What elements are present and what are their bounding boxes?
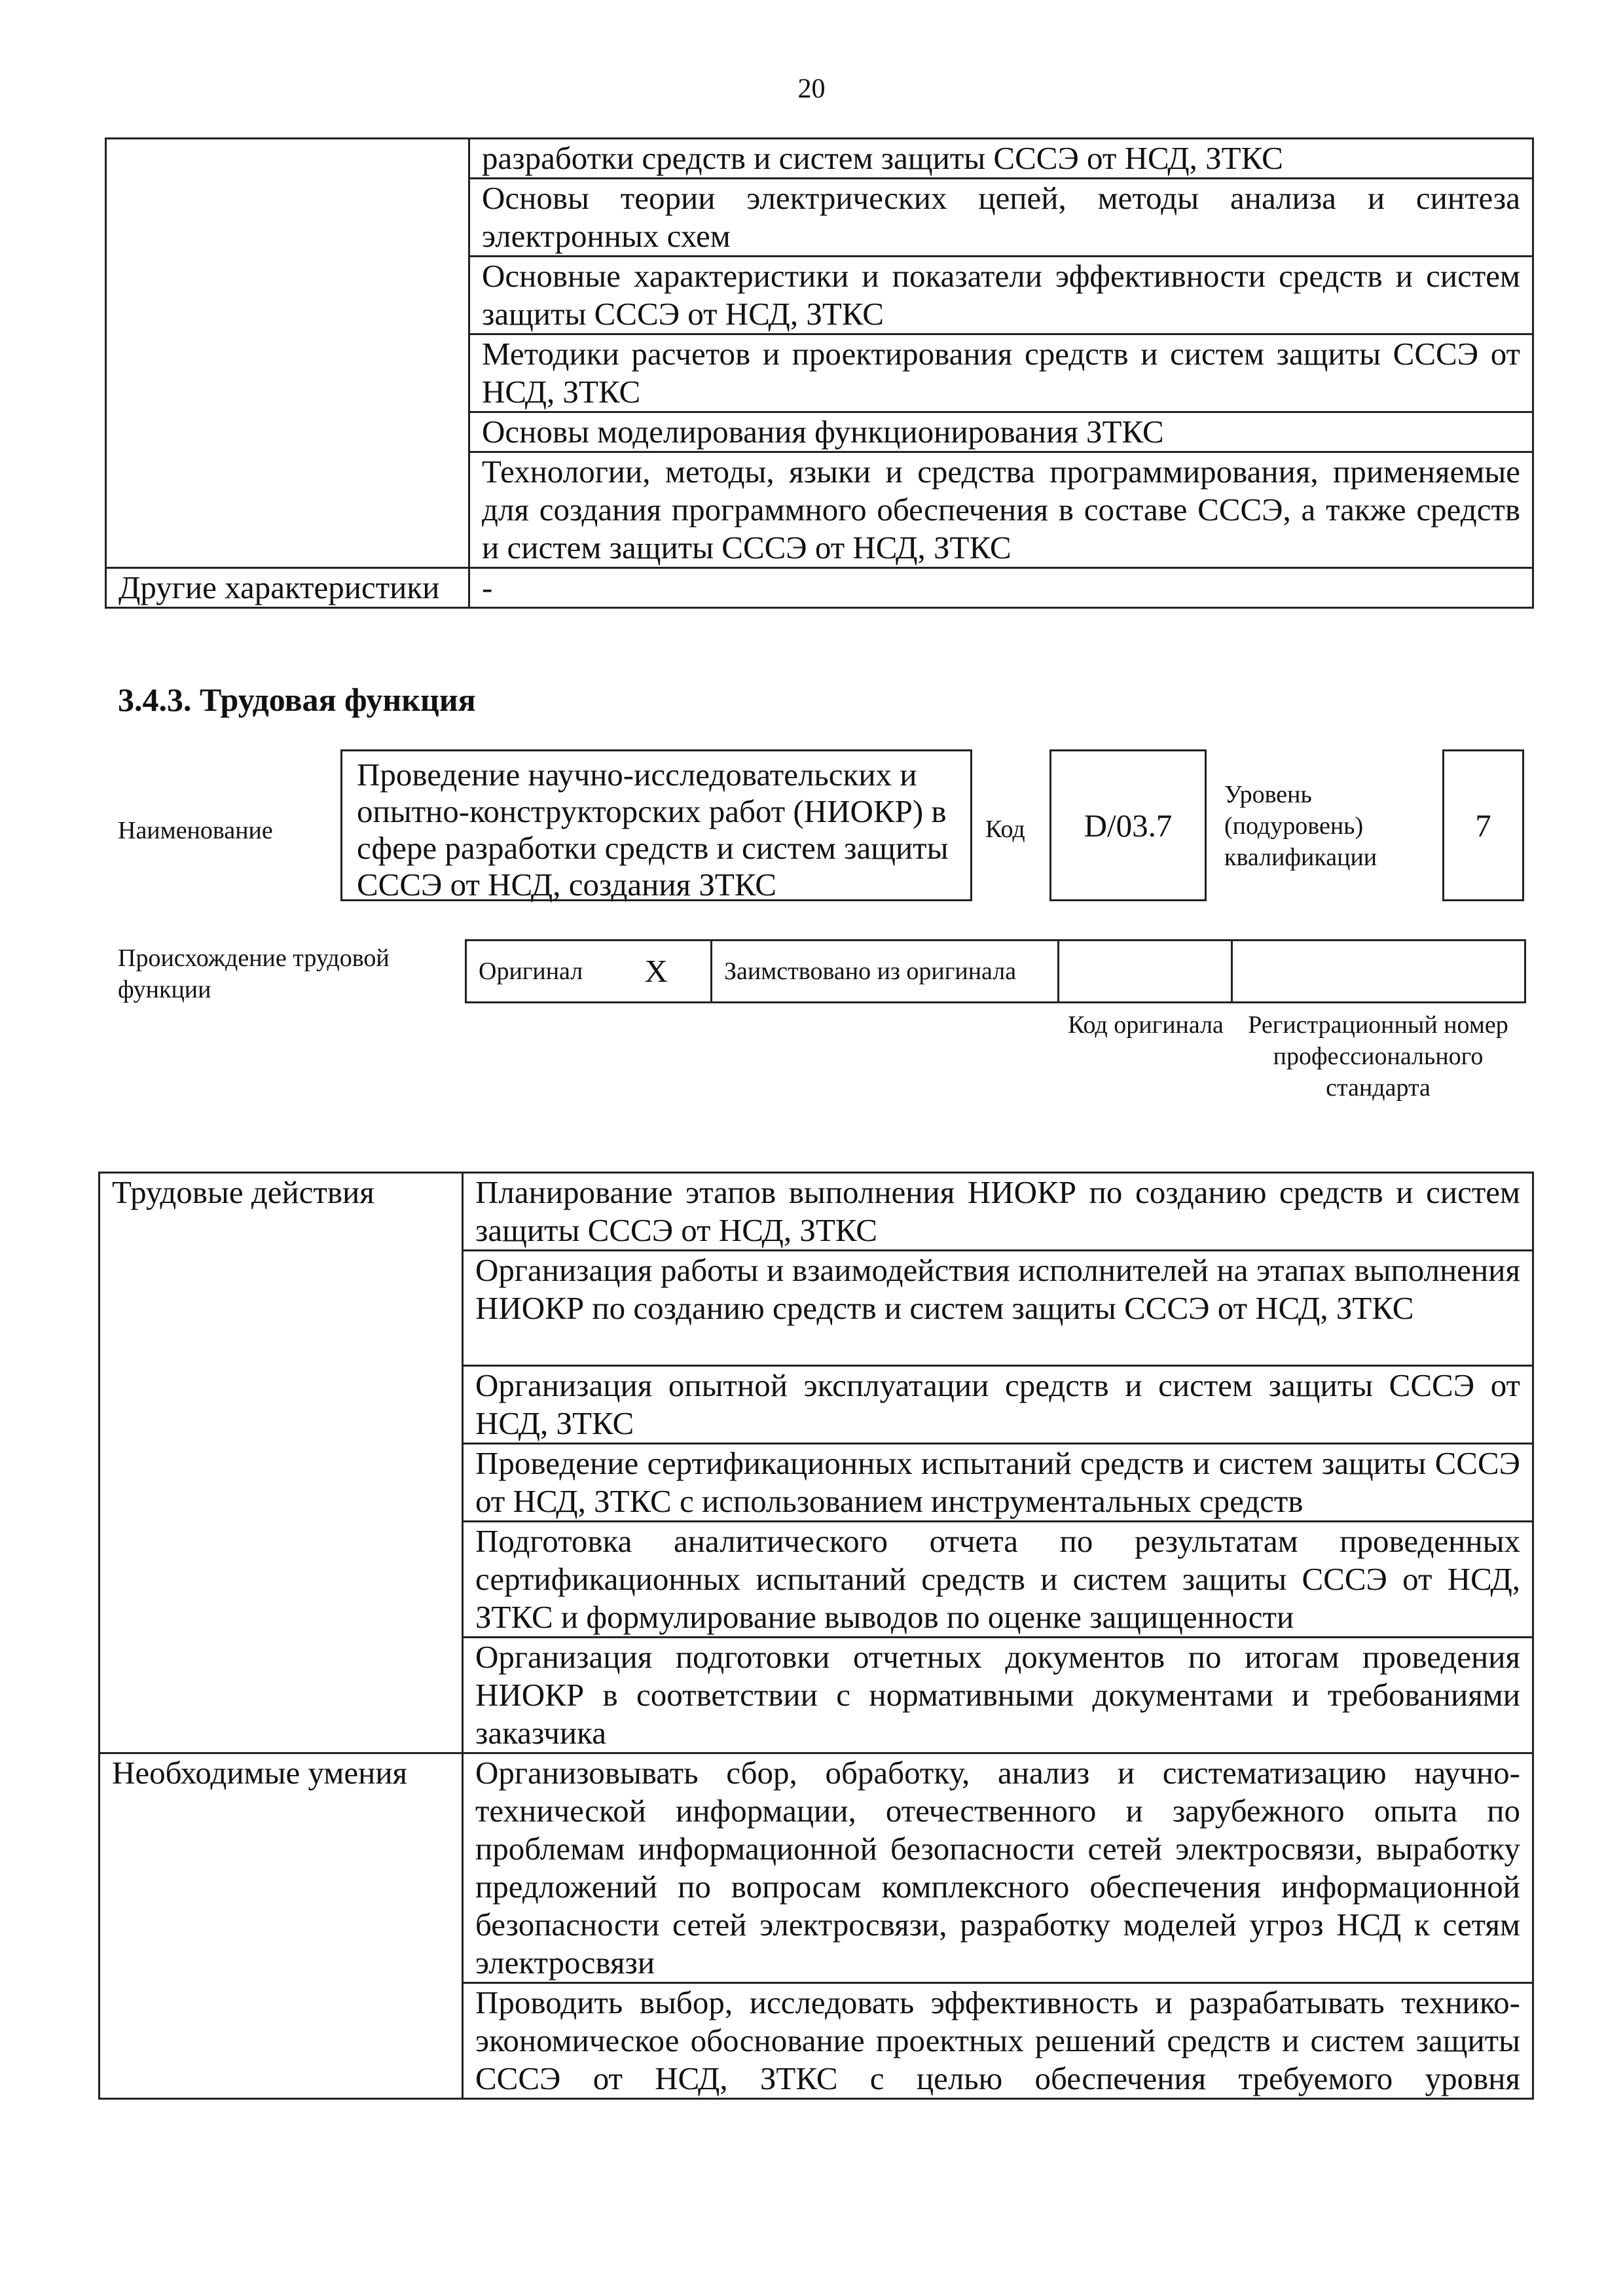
top-left-cell <box>106 139 469 568</box>
registration-number-cell <box>1232 941 1525 1003</box>
level-box <box>1442 749 1524 901</box>
action-item: Организация подготовки отчетных документов по итогам проведения НИОКР в соответствии с нормативными документами и требованиями заказчика <box>463 1638 1533 1753</box>
knowledge-item: Технологии, методы, языки и средства программирования, применяемые для создания программного обеспечения в составе СССЭ, а также средств и систем защиты СССЭ от НСД, ЗТКС <box>469 452 1533 568</box>
action-item: Проведение сертификационных испытаний средств и систем защиты СССЭ от НСД, ЗТКС с использованием инструментальных средств <box>463 1444 1533 1522</box>
skill-item: Организовывать сбор, обработку, анализ и систематизацию научно-технической информации, отечественного и зарубежного опыта по проблемам информационной безопасности сетей электросвязи, выработку предложений по вопросам комплексного обеспечения информационной безопасности сетей электросвязи, разработку моделей угроз НСД к сетям электросвязи <box>463 1753 1533 1983</box>
name-label: Наименование <box>118 817 273 844</box>
skills-label: Необходимые умения <box>100 1753 463 2099</box>
registration-caption: Регистрационный номер профессионального стандарта <box>1248 1011 1508 1102</box>
code-box <box>1049 749 1207 901</box>
knowledge-item: Основные характеристики и показатели эффективности средств и систем защиты СССЭ от НСД, ЗТКС <box>469 257 1533 334</box>
level-value: 7 <box>1475 807 1491 844</box>
original-mark: X <box>633 941 712 1003</box>
labor-function-table <box>98 1172 1534 2100</box>
action-item: Планирование этапов выполнения НИОКР по созданию средств и систем защиты СССЭ от НСД, ЗТКС <box>463 1173 1533 1251</box>
origin-table <box>465 939 1526 1003</box>
action-item: Организация опытной эксплуатации средств и систем защиты СССЭ от НСД, ЗТКС <box>463 1366 1533 1444</box>
origin-label: Происхождение трудовой функции <box>118 944 390 1003</box>
action-item: Подготовка аналитического отчета по результатам проведенных сертификационных испытаний средств и систем защиты СССЭ от НСД, ЗТКС и формулирование выводов по оценке защищенности <box>463 1522 1533 1638</box>
level-label: Уровень (подуровень) квалификации <box>1224 781 1377 871</box>
action-item: Организация работы и взаимодействия исполнителей на этапах выполнения НИОКР по созданию средств и систем защиты СССЭ от НСД, ЗТКС <box>463 1251 1533 1366</box>
other-characteristics-value: - <box>469 568 1533 608</box>
code-value: D/03.7 <box>1084 807 1173 844</box>
other-characteristics-label: Другие характеристики <box>106 568 469 608</box>
borrowed-label: Заимствовано из оригинала <box>712 941 1059 1003</box>
actions-label: Трудовые действия <box>100 1173 463 1753</box>
skill-item: Проводить выбор, исследовать эффективность и разрабатывать технико-экономическое обоснование проектных решений средств и систем защиты СССЭ от НСД, ЗТКС с целью обеспечения требуемого уровня <box>463 1983 1533 2099</box>
original-label: Оригинал <box>466 941 633 1003</box>
code-label: Код <box>985 816 1025 843</box>
section-heading: 3.4.3. Трудовая функция <box>118 681 476 718</box>
function-name: Проведение научно-исследовательских и опытно-конструкторских работ (НИОКР) в сфере разработки средств и систем защиты СССЭ от НСД, создания ЗТКС <box>357 757 949 903</box>
code-caption: Код оригинала <box>1068 1011 1224 1039</box>
knowledge-item: Методики расчетов и проектирования средств и систем защиты СССЭ от НСД, ЗТКС <box>469 334 1533 412</box>
original-code-cell <box>1059 941 1232 1003</box>
top-knowledge-table <box>105 137 1534 609</box>
function-name-box <box>340 749 972 901</box>
page-number: 20 <box>797 74 826 104</box>
knowledge-item: разработки средств и систем защиты СССЭ от НСД, ЗТКС <box>469 139 1533 179</box>
knowledge-item: Основы теории электрических цепей, методы анализа и синтеза электронных схем <box>469 179 1533 257</box>
knowledge-item: Основы моделирования функционирования ЗТКС <box>469 412 1533 452</box>
